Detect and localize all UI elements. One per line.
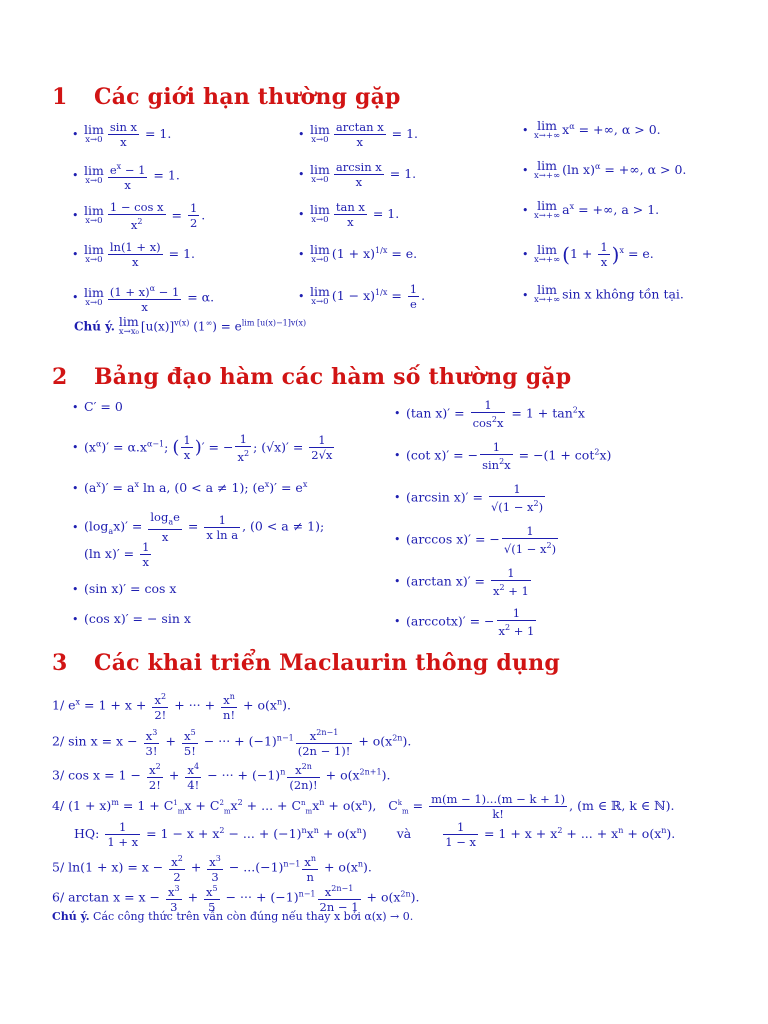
limit-item: • lim x→0 $\frac{\text{1 − cos x}}{x^2}$ = $\frac{1}{2}$ . xyxy=(72,200,206,232)
derivative-item: • (cot x)′ = − $\frac{1}{\sin^2x}$ = $-(1 + \cot^2x)$ xyxy=(394,440,612,472)
limit-item: • lim x→+∞ (ln x)$^\alpha$ = +∞, α > 0. xyxy=(522,157,687,181)
derivative-item: • $(a^x)' = a^x$ ln a, (0 < a ≠ 1); $(e^x)' = e^x$ xyxy=(72,480,308,496)
bullet: • xyxy=(298,208,305,221)
note-label: Chú ý. xyxy=(74,319,115,334)
bullet: • xyxy=(522,288,529,302)
section-title-text: Các giới hạn thường gặp xyxy=(94,84,401,110)
limit-item: • lim x→0 $\frac{\text{arctan x}}{x}$ = 1. xyxy=(298,120,419,149)
bullet: • xyxy=(298,248,305,262)
section-number: 1 xyxy=(52,84,68,110)
maclaurin-line: 4/ $(1 + x)^m = 1 + C^1_mx + C^2_mx^2$ + ... + $C^n_mx^n + o(x^n)$, $C^k_m$ = $\frac{m(m - 1)...(m - k + 1)}{k!}$ , (m ∈ ℝ, k ∈ ℕ). xyxy=(52,792,675,821)
limit-item: • lim x→0 $\frac{e^x - 1}{x}$ = 1. xyxy=(72,162,180,192)
limit-item: • lim x→+∞ $x^\alpha$ = +∞, α > 0. xyxy=(522,117,661,141)
derivative-item: • (arccos x)′ = − $\frac{1}{√(1 - x^2)}$ xyxy=(394,524,557,556)
maclaurin-line: 5/ ln(1 + x) = x − $\frac{x^2}{2}$ + $\frac{x^3}{3}$ − $...(-1)^{n-1}$ $\frac{x^n}{n}$ + $o(x^n)$. xyxy=(52,854,372,884)
derivative-item: • (arccotx)′ = − $\frac{1}{x^2 + 1}$ xyxy=(394,606,535,638)
section-title-text: Bảng đạo hàm các hàm số thường gặp xyxy=(94,364,572,390)
limit-item: • lim x→0 $\frac{\text{tan x}}{x}$ = 1. xyxy=(298,200,400,229)
limit-item: • lim x→+∞ (1 + $\frac{1}{x}$ )$^x$ = e. xyxy=(522,240,654,269)
limit-item: • lim x→0 $\frac{(1 + x)^\alpha - 1}{x}$ = α. xyxy=(72,284,215,314)
limits-note: Chú ý. lim x→x₀ $[u(x)]^{v(x)}$ $(1^\infty) = e^{lim [u(x)-1]v(x)}$ xyxy=(74,314,307,337)
bullet: • xyxy=(72,128,79,141)
maclaurin-line: 3/ cos x = 1 − $\frac{x^2}{2!}$ + $\frac{x^4}{4!}$ − ··· + $(-1)^n$ $\frac{x^{2n}}{(2n)!}$ + $o(x^{2n+1})$. xyxy=(52,762,391,792)
section-number: 2 xyxy=(52,364,68,390)
section-number: 3 xyxy=(52,650,68,676)
bullet: • xyxy=(72,209,79,223)
limit-item: • lim x→+∞ $a^x$ = +∞, a > 1. xyxy=(522,197,660,221)
derivative-item: • (tan x)′ = $\frac{1}{\cos^2x}$ = $1 + \tan^2x$ xyxy=(394,398,585,430)
bullet: • xyxy=(298,128,305,141)
derivative-item: • (arctan x)′ = $\frac{1}{x^2 + 1}$ xyxy=(394,566,529,598)
section-2-title xyxy=(52,364,571,390)
maclaurin-line: 6/ arctan x = x − $\frac{x^3}{3}$ + $\frac{x^5}{5}$ − ··· + $(-1)^{n-1}$ $\frac{x^{2n-1}}{2n - 1}$ + $o(x^{2n})$. xyxy=(52,884,420,914)
bullet: • xyxy=(522,248,529,261)
derivative-item: • (sin x)′ = cos x xyxy=(72,581,177,596)
section-1-title xyxy=(52,84,401,110)
section-3-title xyxy=(52,650,560,676)
note-text: Các công thức trên vẫn còn đúng nếu thay x bởi α(x) → 0. xyxy=(93,910,414,923)
limit-item: • lim x→0 $\frac{\text{sin x}}{x}$ = 1. xyxy=(72,120,172,149)
limit-item: • lim x→0 $\frac{\ln(1 + x)}{x}$ = 1. xyxy=(72,240,196,269)
derivative-item: • $(\log_ax)'$ = $\frac{\log_ae}{x}$ = $\frac{1}{\text{x ln a}}$ , (0 < a ≠ 1); xyxy=(72,510,325,545)
bullet: • xyxy=(298,290,305,303)
derivative-item: • (cos x)′ = − sin x xyxy=(72,611,191,626)
bullet: • xyxy=(522,164,529,178)
bullet: • xyxy=(298,168,305,181)
derivative-item: • (arcsin x)′ = $\frac{1}{√(1 - x^2)}$ xyxy=(394,482,544,514)
limit-item: • lim x→0 $(1 - x)^{1/x}$ = $\frac{1}{e}$ . xyxy=(298,282,426,311)
derivative-item: • $(x^\alpha)' = \alpha.x^{\alpha-1}$; ( $\frac{1}{x}$ )′ = − $\frac{1}{x^2}$ ; (√x)′ = $\frac{1}{2√x}$ xyxy=(72,432,333,464)
maclaurin-note xyxy=(52,910,413,923)
maclaurin-line: 1/ $e^x = 1 + x$ + $\frac{x^2}{2!}$ + ··· + $\frac{x^n}{n!}$ + $o(x^n)$. xyxy=(52,692,291,722)
limit-item: • lim x→0 $(1 + x)^{1/x} = e$. xyxy=(298,241,418,265)
bullet: • xyxy=(522,204,529,218)
maclaurin-line: HQ: $\frac{1}{1 + x}$ = $1 - x + x^2$ − ... + $(-1)^nx^n + o(x^n)$ và $\frac{1}{1 - x}$ = $1 + x + x^2$ + ... + $x^n + o(x^n)$. xyxy=(74,820,676,849)
bullet: • xyxy=(522,124,529,138)
bullet: • xyxy=(72,291,79,305)
section-title-text: Các khai triển Maclaurin thông dụng xyxy=(94,650,560,676)
bullet: • xyxy=(72,248,79,261)
limit-item: • lim x→+∞ sin x không tồn tại. xyxy=(522,282,684,305)
note-label: Chú ý. xyxy=(52,910,90,923)
bullet: • xyxy=(72,169,79,183)
derivative-item: • C′ = 0 xyxy=(72,399,123,414)
limit-item: • lim x→0 $\frac{\text{arcsin x}}{x}$ = 1. xyxy=(298,160,417,189)
maclaurin-line: 2/ sin x = x − $\frac{x^3}{3!}$ + $\frac{x^5}{5!}$ − ··· + $(-1)^{n-1}$ $\frac{x^{2n-1}}{(2n - 1)!}$ + $o(x^{2n})$. xyxy=(52,728,412,758)
derivative-item: (ln x)′ = $\frac{1}{x}$ xyxy=(84,540,150,569)
